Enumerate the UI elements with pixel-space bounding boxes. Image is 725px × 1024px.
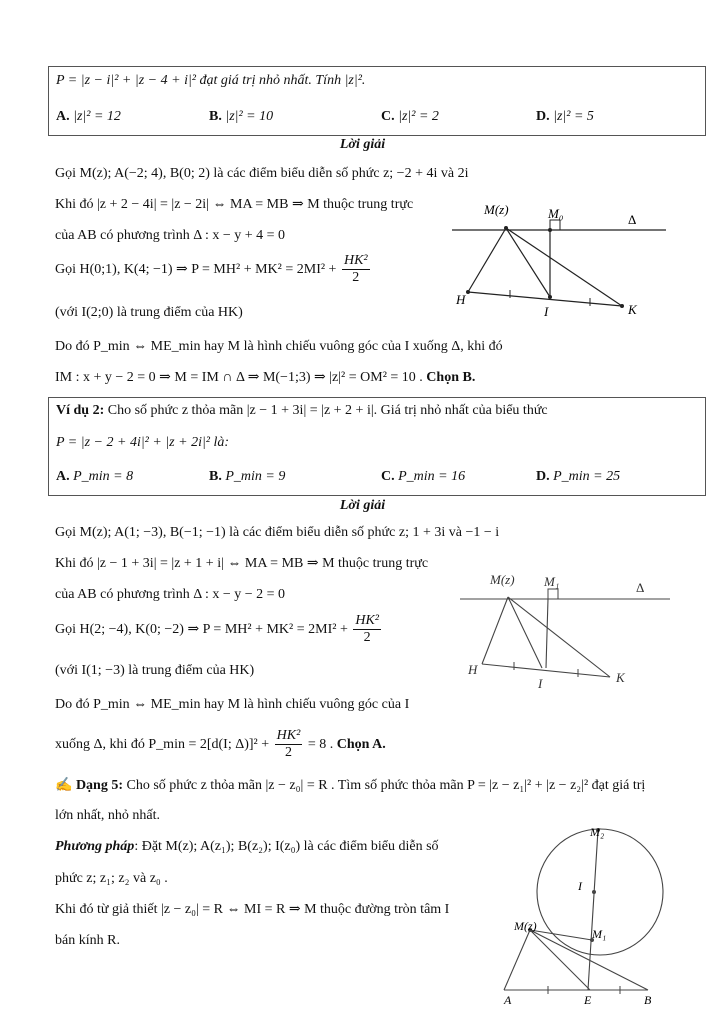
option-d: D. P_min = 25 (536, 469, 621, 484)
sol2-line-1: Gọi M(z); A(1; −3), B(−1; −1) là các điểm biểu diễn số phức z; 1 + 3i và −1 − i (55, 525, 500, 540)
dang5-method-3: Khi đó từ giả thiết |z − z₀| = R ⇔ MI = R ⇒ M thuộc đường tròn tâm I (55, 902, 450, 917)
fraction: $\frac{\text{HK²}}{2}$ (276, 728, 301, 761)
dang5-method-2: phức z; z₁; z₂ và z₀ . (55, 871, 168, 886)
label-A: A (504, 993, 512, 1007)
option-b: B. |z|² = 10 (209, 109, 274, 124)
label-delta: Δ (636, 580, 645, 595)
example2-line-1: Ví dụ 2: Cho số phức z thỏa mãn |z − 1 + 3i| = |z + 2 + i|. Giá trị nhỏ nhất của biểu thức (56, 403, 548, 418)
sol1-line-4: Gọi H(0;1), K(4; −1) ⇒ P = MH² + MK² = 2MI² + $\frac{\text{HK²}}{2}$ (55, 253, 368, 286)
label-M: M(z) (490, 572, 515, 587)
sol1-line-2: Khi đó |z + 2 − 4i| = |z − 2i| ⇔ MA = MB ⇒ M thuộc trung trực (55, 197, 414, 212)
sol1-line-7: IM : x + y − 2 = 0 ⇒ M = IM ∩ Δ ⇒ M(−1;3) ⇒ |z|² = OM² = 10 . Chọn B. (55, 370, 476, 385)
figure-1 (452, 198, 672, 323)
label-M: M(z) (514, 919, 537, 933)
dang5-line-1: ✍ Dạng 5: Cho số phức z thỏa mãn |z − z₀| = R . Tìm số phức thỏa mãn P = |z − z₁|² + |z − z₂|² đạt giá trị (55, 778, 646, 793)
dang5-method-4: bán kính R. (55, 933, 120, 948)
sol2-line-3: của AB có phương trình Δ : x − y − 2 = 0 (55, 587, 286, 602)
sol2-line-4: Gọi H(2; −4), K(0; −2) ⇒ P = MH² + MK² = 2MI² + $\frac{\text{HK²}}{2}$ (55, 613, 379, 646)
sol2-line-6: Do đó P_min ⇔ ME_min hay M là hình chiếu vuông góc của I (55, 697, 410, 712)
option-b: B. P_min = 9 (209, 469, 286, 484)
question-box-2 (48, 397, 706, 496)
dang5-method-1: Phương pháp: Đặt M(z); A(z₁); B(z₂); I(z₀) là các điểm biểu diễn số (55, 839, 439, 854)
label-E: E (584, 993, 592, 1007)
sol1-line-3: của AB có phương trình Δ : x − y + 4 = 0 (55, 228, 286, 243)
label-K: K (628, 302, 637, 317)
option-c: C. P_min = 16 (381, 469, 466, 484)
sol2-line-5: (với I(1; −3) là trung điểm của HK) (55, 663, 255, 678)
label-M: M(z) (484, 202, 509, 217)
label-M0: M₀ (548, 206, 564, 221)
fraction: $\frac{\text{HK²}}{2}$ (343, 253, 368, 286)
label-delta: Δ (628, 212, 637, 227)
dang5-line-2: lớn nhất, nhỏ nhất. (55, 808, 160, 823)
example2-line-2: P = |z − 2 + 4i|² + |z + 2i|² là: (56, 435, 230, 450)
fraction: $\frac{\text{HK²}}{2}$ (355, 613, 379, 646)
sol2-line-7: xuống Δ, khi đó P_min = 2[d(I; Δ)]² + $\frac{\text{HK²}}{2}$ = 8 . Chọn A. (55, 728, 386, 761)
pencil-hand-icon: ✍ (55, 778, 73, 793)
sol2-line-2: Khi đó |z − 1 + 3i| = |z + 1 + i| ⇔ MA = MB ⇒ M thuộc trung trực (55, 556, 429, 571)
label-I: I (578, 879, 582, 893)
sol1-line-6: Do đó P_min ⇔ ME_min hay M là hình chiếu vuông góc của I xuống Δ, khi đó (55, 339, 503, 354)
label-H: H (456, 292, 466, 307)
figure-3 (500, 822, 670, 1012)
label-B: B (644, 993, 652, 1007)
label-H: H (468, 662, 478, 677)
label-K: K (616, 670, 625, 685)
option-a: A. P_min = 8 (56, 469, 134, 484)
label-I: I (538, 676, 543, 691)
question-expression: P = |z − i|² + |z − 4 + i|² đạt giá trị nhỏ nhất. Tính |z|². (56, 73, 366, 88)
label-M1: M₁ (544, 574, 560, 589)
sol1-line-5: (với I(2;0) là trung điểm của HK) (55, 305, 243, 320)
solution-heading-1: Lời giải (339, 137, 386, 152)
question-box-1 (48, 66, 706, 136)
solution-heading-2: Lời giải (339, 498, 386, 513)
label-M2: M₂ (590, 825, 605, 839)
figure-2 (460, 568, 675, 693)
option-d: D. |z|² = 5 (536, 109, 594, 124)
option-c: C. |z|² = 2 (381, 109, 439, 124)
option-a: A. |z|² = 12 (56, 109, 121, 124)
label-M1: M₁ (592, 927, 607, 941)
label-I: I (544, 304, 549, 319)
sol1-line-1: Gọi M(z); A(−2; 4), B(0; 2) là các điểm biểu diễn số phức z; −2 + 4i và 2i (55, 166, 469, 181)
